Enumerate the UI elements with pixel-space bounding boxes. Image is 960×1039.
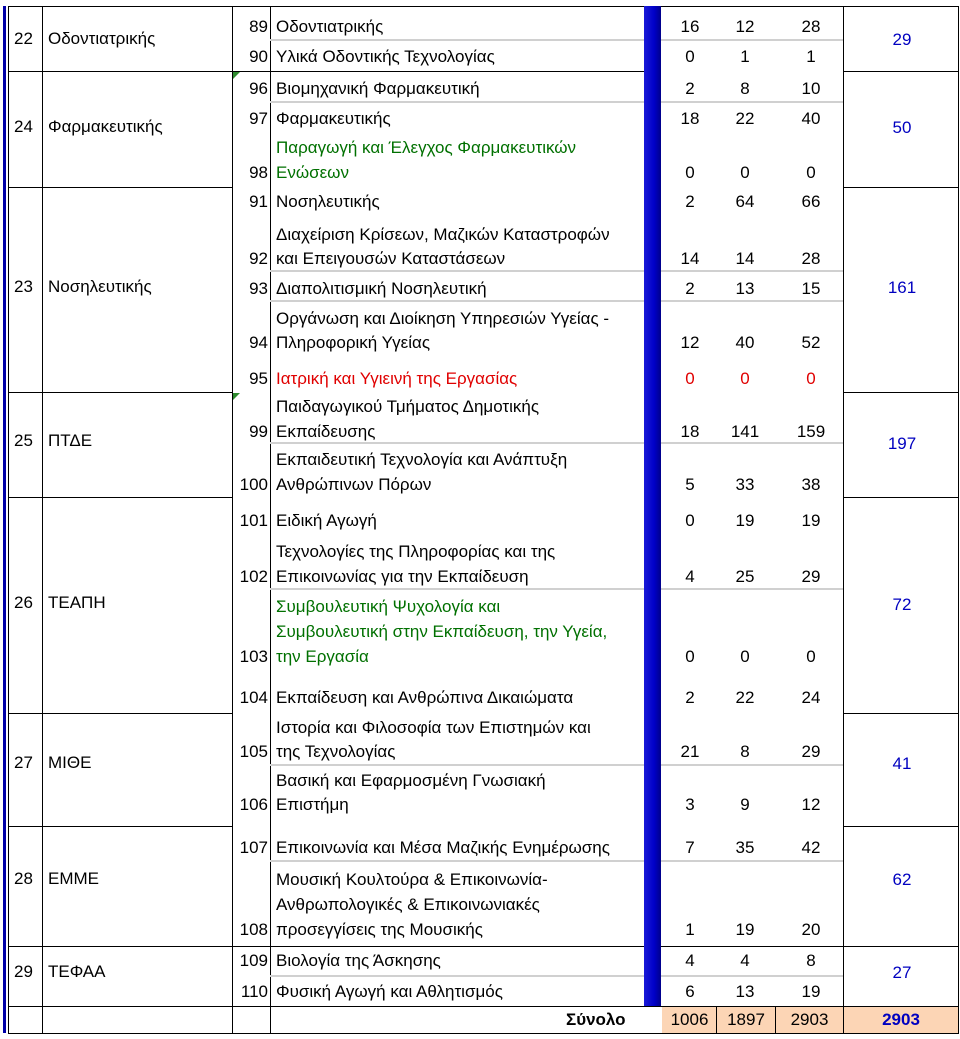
row-separator	[661, 101, 843, 103]
value-col1: 3	[685, 795, 695, 814]
dept-name-line: Εκπαιδευτική Τεχνολογία και Ανάπτυξη	[276, 450, 568, 469]
value-col1: 2	[685, 688, 695, 707]
group-name: Νοσηλευτικής	[48, 277, 152, 296]
value-col2: 14	[735, 249, 755, 268]
value-col1: 0	[685, 511, 695, 530]
value-col2: 40	[735, 333, 755, 352]
dept-name: Εκπαίδευση και Ανθρώπινα Δικαιώματα	[276, 688, 574, 707]
total-label: Σύνολο	[566, 1010, 626, 1029]
group-number: 26	[14, 593, 33, 612]
value-col3: 29	[801, 567, 821, 586]
grid-line	[8, 1033, 959, 1034]
value-col1: 2	[685, 279, 695, 298]
cell-comment-marker	[233, 393, 240, 400]
group-name: ΜΙΘΕ	[48, 753, 92, 772]
dept-name-line: της Τεχνολογίας	[276, 742, 396, 761]
value-col3: 66	[801, 192, 821, 211]
dept-name-line: Ανθρώπινων Πόρων	[276, 475, 432, 494]
dept-name: Βιολογία της Άσκησης	[276, 951, 441, 970]
group-total: 197	[887, 434, 917, 453]
total-col3: 2903	[790, 1010, 829, 1029]
group-name: ΠΤΔΕ	[48, 431, 93, 450]
dept-code: 110	[240, 982, 268, 1001]
grid-line	[843, 187, 959, 188]
dept-code: 91	[249, 192, 268, 211]
grid-line	[270, 6, 271, 1033]
value-col1: 0	[685, 369, 695, 388]
grid-line	[8, 497, 232, 498]
dept-code: 109	[239, 951, 268, 970]
value-col3: 20	[801, 920, 821, 939]
value-col2: 25	[735, 567, 755, 586]
row-separator	[270, 270, 644, 272]
value-col3: 38	[801, 475, 821, 494]
row-separator	[270, 588, 644, 590]
value-col1: 7	[685, 838, 695, 857]
value-col3: 0	[806, 647, 816, 666]
dept-name-line: Τεχνολογίες της Πληροφορίας και της	[276, 542, 556, 561]
grid-line	[232, 6, 233, 1033]
value-col3: 24	[801, 688, 821, 707]
dept-code: 108	[239, 920, 268, 939]
dept-name: Βιομηχανική Φαρμακευτική	[276, 79, 480, 98]
grid-line	[8, 187, 232, 188]
group-total: 62	[892, 870, 912, 889]
value-col3: 40	[801, 109, 821, 128]
group-name: Οδοντιατρικής	[48, 29, 156, 48]
dept-name-line: και Επειγουσών Καταστάσεων	[276, 249, 506, 268]
value-col2: 0	[740, 369, 750, 388]
grid-line	[843, 713, 959, 714]
dept-name: Φαρμακευτικής	[276, 109, 391, 128]
dept-code: 89	[249, 17, 268, 36]
dept-name-line: την Εργασία	[276, 647, 369, 666]
grid-line	[8, 392, 232, 393]
dept-name-line: Ανθρωπολογικές & Επικοινωνιακές	[276, 895, 540, 914]
group-total: 29	[892, 30, 912, 49]
row-separator	[270, 764, 644, 766]
dept-name: Ειδική Αγωγή	[276, 511, 377, 530]
value-col1: 21	[680, 742, 700, 761]
dept-code: 103	[239, 647, 268, 666]
dept-code: 100	[239, 475, 268, 494]
group-name: ΤΕΑΠΗ	[48, 593, 106, 612]
value-col2: 0	[740, 163, 750, 182]
dept-code: 95	[249, 369, 268, 388]
value-col2: 64	[735, 192, 755, 211]
dept-name-line: Επιστήμη	[276, 795, 349, 814]
row-separator	[661, 39, 843, 41]
dept-name: Οδοντιατρικής	[276, 17, 384, 36]
value-col1: 0	[685, 47, 695, 66]
value-col3: 12	[801, 795, 821, 814]
dept-code: 102	[239, 567, 268, 586]
value-col1: 1	[685, 920, 695, 939]
value-col3: 159	[796, 422, 826, 441]
value-col3: 19	[801, 511, 821, 530]
group-number: 24	[14, 117, 33, 136]
dept-name: Νοσηλευτικής	[276, 192, 380, 211]
grid-line	[8, 6, 959, 7]
group-number: 28	[14, 869, 33, 888]
total-col2: 1897	[727, 1010, 765, 1029]
group-name: ΕΜΜΕ	[48, 869, 99, 888]
group-number: 25	[14, 431, 33, 450]
dept-code: 106	[239, 795, 268, 814]
dept-code: 96	[249, 79, 268, 98]
grid-line	[843, 497, 959, 498]
grid-line	[8, 6, 9, 1033]
blue-separator-column	[644, 6, 661, 1006]
dept-code: 94	[249, 333, 268, 352]
value-col3: 28	[801, 17, 821, 36]
row-separator	[270, 300, 644, 302]
value-col3: 42	[801, 838, 821, 857]
value-col2: 13	[735, 279, 755, 298]
grid-line	[8, 826, 232, 827]
row-separator	[661, 764, 843, 766]
grid-line	[8, 71, 232, 72]
value-col2: 19	[735, 920, 755, 939]
value-col2: 22	[735, 688, 755, 707]
left-border	[3, 6, 6, 1033]
row-separator	[270, 39, 644, 41]
dept-name-line: Μουσική Κουλτούρα & Επικοινωνία-	[276, 870, 548, 889]
value-col3: 15	[801, 279, 821, 298]
dept-code: 101	[239, 511, 268, 530]
dept-name: Επικοινωνία και Μέσα Μαζικής Ενημέρωσης	[276, 838, 610, 857]
dept-name: Διαπολιτισμική Νοσηλευτική	[276, 279, 487, 298]
dept-name-line: Παραγωγή και Έλεγχος Φαρμακευτικών	[276, 138, 577, 157]
row-separator	[661, 588, 843, 590]
dept-code: 92	[249, 249, 268, 268]
value-col3: 10	[801, 79, 821, 98]
group-name: Φαρμακευτικής	[48, 117, 163, 136]
value-col3: 0	[806, 163, 816, 182]
value-col1: 12	[680, 333, 700, 352]
dept-code: 99	[249, 422, 268, 441]
value-col3: 29	[801, 742, 821, 761]
value-col2: 141	[730, 422, 760, 441]
dept-code: 97	[249, 109, 268, 128]
value-col3: 0	[806, 369, 816, 388]
value-col2: 19	[735, 511, 755, 530]
group-number: 22	[14, 29, 33, 48]
row-separator	[270, 975, 644, 977]
value-col1: 16	[680, 17, 700, 36]
value-col1: 18	[680, 109, 700, 128]
value-col3: 19	[801, 982, 821, 1001]
row-separator	[270, 101, 644, 103]
dept-name: Φυσική Αγωγή και Αθλητισμός	[276, 982, 503, 1001]
grand-total: 2903	[882, 1010, 920, 1029]
value-col2: 13	[735, 982, 755, 1001]
value-col2: 22	[735, 109, 755, 128]
dept-code: 98	[249, 163, 268, 182]
dept-name-line: Εκπαίδευσης	[276, 422, 376, 441]
dept-code: 107	[239, 838, 268, 857]
dept-name: Υλικά Οδοντικής Τεχνολογίας	[276, 47, 495, 66]
value-col2: 33	[735, 475, 755, 494]
dept-name-line: Ιστορία και Φιλοσοφία των Επιστημών και	[276, 718, 591, 737]
dept-name-line: Πληροφορική Υγείας	[276, 333, 431, 352]
grid-line	[232, 71, 644, 72]
value-col1: 0	[685, 163, 695, 182]
dept-name: Ιατρική και Υγιεινή της Εργασίας	[276, 369, 518, 388]
value-col3: 8	[806, 951, 816, 970]
value-col1: 4	[685, 567, 695, 586]
grid-line	[843, 826, 959, 827]
group-total: 27	[892, 963, 912, 982]
dept-name-line: Συμβουλευτική στην Εκπαίδευση, την Υγεία,	[276, 622, 608, 641]
dept-code: 93	[249, 279, 268, 298]
value-col1: 6	[685, 982, 695, 1001]
row-separator	[661, 975, 843, 977]
value-col1: 0	[685, 647, 695, 666]
row-separator	[661, 300, 843, 302]
dept-code: 105	[239, 742, 268, 761]
value-col2: 1	[740, 47, 750, 66]
dept-name-line: Βασική και Εφαρμοσμένη Γνωσιακή	[276, 771, 546, 790]
value-col2: 35	[735, 838, 755, 857]
value-col2: 8	[740, 742, 750, 761]
group-total: 161	[887, 278, 917, 297]
dept-code: 104	[239, 688, 268, 707]
group-total: 72	[892, 595, 912, 614]
group-name: ΤΕΦΑΑ	[48, 962, 106, 981]
group-number: 23	[14, 277, 33, 296]
total-col1: 1006	[670, 1010, 709, 1029]
value-col2: 12	[735, 17, 755, 36]
value-col3: 1	[806, 47, 816, 66]
value-col1: 18	[680, 422, 700, 441]
value-col2: 4	[740, 951, 750, 970]
dept-name-line: Ενώσεων	[276, 163, 349, 182]
grid-line	[843, 392, 959, 393]
value-col3: 52	[801, 333, 821, 352]
row-separator	[661, 270, 843, 272]
value-col1: 14	[680, 249, 700, 268]
dept-name-line: Διαχείριση Κρίσεων, Μαζικών Καταστροφών	[276, 225, 610, 244]
grid-line	[843, 71, 959, 72]
value-col3: 28	[801, 249, 821, 268]
grid-line	[42, 6, 43, 1033]
grid-line	[8, 713, 232, 714]
value-col1: 2	[685, 192, 695, 211]
grid-line	[843, 6, 844, 1033]
dept-code: 90	[249, 47, 268, 66]
dept-name-line: Οργάνωση και Διοίκηση Υπηρεσιών Υγείας -	[276, 309, 610, 328]
dept-name-line: Παιδαγωγικού Τμήματος Δημοτικής	[276, 397, 540, 416]
group-number: 27	[14, 753, 33, 772]
dept-name-line: Συμβουλευτική Ψυχολογία και	[276, 597, 501, 616]
dept-name-line: προσεγγίσεις της Μουσικής	[276, 920, 483, 939]
grid-line	[8, 946, 959, 947]
row-separator	[270, 860, 644, 862]
row-separator	[661, 860, 843, 862]
value-col1: 2	[685, 79, 695, 98]
group-number: 29	[14, 962, 33, 981]
group-total: 50	[892, 118, 912, 137]
value-col1: 5	[685, 475, 695, 494]
value-col2: 8	[740, 79, 750, 98]
value-col1: 4	[685, 951, 695, 970]
value-col2: 9	[740, 795, 750, 814]
dept-name-line: Επικοινωνίας για την Εκπαίδευση	[276, 567, 529, 586]
group-total: 41	[892, 754, 912, 773]
value-col2: 0	[740, 647, 750, 666]
